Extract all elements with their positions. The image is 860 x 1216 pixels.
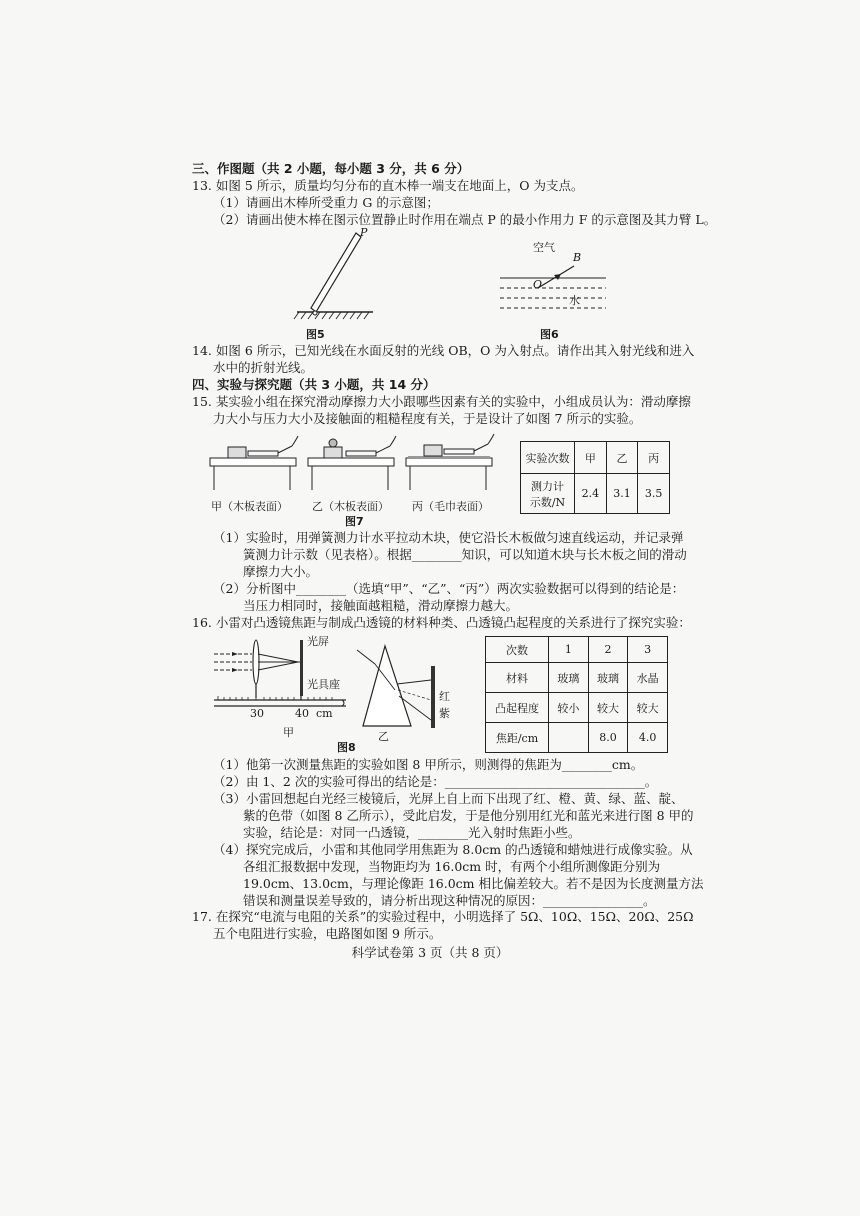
fig6-caption: 图6 bbox=[540, 328, 559, 341]
q14-line1: 14. 如图 6 所示，已知光线在水面反射的光线 OB，O 为入射点。请作出其入射光线和进入 bbox=[192, 343, 695, 358]
q16-stem: 16. 小雷对凸透镜焦距与制成凸透镜的材料种类、凸透镜凸起程度的关系进行了探究实验： bbox=[192, 615, 691, 630]
fig8-label-bench: 光具座 bbox=[307, 678, 340, 691]
table-cell: 次数 bbox=[486, 637, 549, 663]
table-cell: 玻璃 bbox=[549, 663, 589, 693]
table-cell: 3 bbox=[628, 637, 668, 663]
fig7-caption: 图7 bbox=[345, 515, 364, 528]
table-cell: 8.0 bbox=[588, 723, 628, 753]
q13-part2: （2）请画出使木棒在图示位置静止时作用在端点 P 的最小作用力 F 的示意图及其力臂 L。 bbox=[213, 212, 717, 227]
friction-data-table bbox=[520, 441, 670, 514]
lens-data-table bbox=[485, 636, 668, 753]
table-cell: 较大 bbox=[588, 693, 628, 723]
q13-stem: 13. 如图 5 所示，质量均匀分布的直木棒一端支在地面上，O 为支点。 bbox=[192, 178, 584, 193]
setup-yi bbox=[308, 436, 396, 490]
q14-line2: 水中的折射光线。 bbox=[213, 360, 314, 375]
fig6-label-air: 空气 bbox=[533, 241, 555, 254]
fig7-sub-jia: 甲（木板表面） bbox=[211, 500, 288, 513]
table-cell bbox=[549, 723, 589, 753]
q15-part2-line2: 当压力相同时，接触面越粗糙，滑动摩擦力越大。 bbox=[243, 598, 519, 613]
q16-part3-line1: （3）小雷回想起白光经三棱镜后，光屏上自上而下出现了红、橙、黄、绿、蓝、靛、 bbox=[213, 791, 684, 806]
q13-part1: （1）请画出木棒所受重力 G 的示意图； bbox=[213, 195, 439, 210]
fig7-sub-bing: 丙（毛巾表面） bbox=[412, 500, 489, 513]
figure-5-rod-diagram bbox=[285, 228, 395, 323]
table-cell: 玻璃 bbox=[588, 663, 628, 693]
table-cell: 凸起程度 bbox=[486, 693, 549, 723]
table-cell: 较小 bbox=[549, 693, 589, 723]
figure-6-reflection-diagram bbox=[498, 258, 608, 314]
fig8-sub-yi: 乙 bbox=[378, 730, 389, 743]
q15-part2-line1: （2）分析图中________（选填“甲”、“乙”、“丙”）两次实验数据可以得到的结论是： bbox=[213, 581, 685, 596]
q15-part1-line2: 簧测力计示数（见表格）。根据________知识，可以知道木块与长木板之间的滑动 bbox=[243, 547, 687, 562]
fig6-label-water: 水 bbox=[569, 294, 580, 307]
q15-part1-line3: 摩擦力大小。 bbox=[243, 564, 319, 579]
q16-part4-line4: 错误和测量误差导致的，请分析出现这种情况的原因：________________。 bbox=[243, 893, 656, 908]
fig5-caption: 图5 bbox=[306, 328, 325, 341]
table-cell: 较大 bbox=[628, 693, 668, 723]
q16-part3-line2: 紫的色带（如图 8 乙所示），受此启发，于是他分别用红光和蓝光来进行图 8 甲的 bbox=[243, 808, 694, 823]
table-cell: 乙 bbox=[606, 442, 638, 474]
table-row bbox=[521, 474, 670, 514]
setup-bing bbox=[406, 434, 494, 490]
q15-part1-line1: （1）实验时，用弹簧测力计水平拉动木块，使它沿长木板做匀速直线运动，并记录弹 bbox=[213, 530, 684, 545]
q16-part2: （2）由 1、2 次的实验可得出的结论是：________________________________。 bbox=[213, 774, 658, 789]
table-cell: 4.0 bbox=[628, 723, 668, 753]
table-row bbox=[486, 723, 668, 753]
q16-part4-line1: （4）探究完成后，小雷和其他同学用焦距为 8.0cm 的凸透镜和蜡烛进行成像实验。从 bbox=[213, 842, 693, 857]
table-cell: 1 bbox=[549, 637, 589, 663]
table-cell: 3.5 bbox=[638, 474, 670, 514]
q17-line1: 17. 在探究“电流与电阻的关系”的实验过程中，小明选择了 5Ω、10Ω、15Ω、20Ω、25Ω bbox=[192, 909, 694, 924]
q16-part3-line3: 实验，结论是：对同一凸透镜，________光入射时焦距小些。 bbox=[243, 825, 581, 840]
table-cell: 实验次数 bbox=[521, 442, 575, 474]
table-cell: 水晶 bbox=[628, 663, 668, 693]
fig6-label-o: O bbox=[533, 278, 543, 291]
table-cell bbox=[521, 474, 575, 514]
table-cell: 甲 bbox=[575, 442, 607, 474]
page-footer: 科学试卷第 3 页（共 8 页） bbox=[351, 945, 509, 960]
q15-line2: 力大小与压力大小及接触面的粗糙程度有关，于是设计了如图 7 所示的实验。 bbox=[213, 411, 642, 426]
row-label-line1: 测力计 bbox=[531, 479, 564, 493]
q16-part1: （1）他第一次测量焦距的实验如图 8 甲所示，则测得的焦距为________cm。 bbox=[213, 757, 644, 772]
fig8-label-violet: 紫 bbox=[439, 707, 450, 720]
fig6-label-b: B bbox=[573, 251, 582, 264]
fig8-caption: 图8 bbox=[337, 741, 356, 754]
section-3-heading: 三、作图题（共 2 小题，每小题 3 分，共 6 分） bbox=[192, 161, 470, 176]
table-header-row bbox=[486, 637, 668, 663]
figure-7-friction-setups bbox=[208, 432, 508, 494]
fig8-label-screen: 光屏 bbox=[307, 635, 329, 648]
fig8-tick-30: 30 bbox=[250, 707, 264, 720]
fig8-label-red: 红 bbox=[439, 690, 450, 703]
fig5-label-p: P bbox=[360, 226, 368, 239]
fig8-tick-40: 40 bbox=[295, 707, 309, 720]
table-row bbox=[486, 693, 668, 723]
table-row bbox=[486, 663, 668, 693]
q15-line1: 15. 某实验小组在探究滑动摩擦力大小跟哪些因素有关的实验中，小组成员认为：滑动摩擦 bbox=[192, 394, 691, 409]
table-cell: 2.4 bbox=[575, 474, 607, 514]
setup-jia bbox=[210, 436, 298, 490]
table-header-row bbox=[521, 442, 670, 474]
table-cell: 2 bbox=[588, 637, 628, 663]
fig8-sub-jia: 甲 bbox=[283, 726, 294, 739]
table-cell: 焦距/cm bbox=[486, 723, 549, 753]
q16-part4-line3: 19.0cm、13.0cm，与理论像距 16.0cm 相比偏差较大。若不是因为长度测量方法 bbox=[243, 876, 704, 891]
table-cell: 材料 bbox=[486, 663, 549, 693]
q17-line2: 五个电阻进行实验，电路图如图 9 所示。 bbox=[213, 926, 442, 941]
section-4-heading: 四、实验与探究题（共 3 小题，共 14 分） bbox=[192, 377, 436, 392]
table-cell: 3.1 bbox=[606, 474, 638, 514]
fig7-sub-yi: 乙（木板表面） bbox=[312, 500, 389, 513]
row-label-line2: 示数/N bbox=[529, 495, 566, 509]
q16-part4-line2: 各组汇报数据中发现，当物距均为 16.0cm 时，有两个小组所测像距分别为 bbox=[243, 859, 661, 874]
table-cell: 丙 bbox=[638, 442, 670, 474]
fig8-unit: cm bbox=[316, 707, 333, 720]
